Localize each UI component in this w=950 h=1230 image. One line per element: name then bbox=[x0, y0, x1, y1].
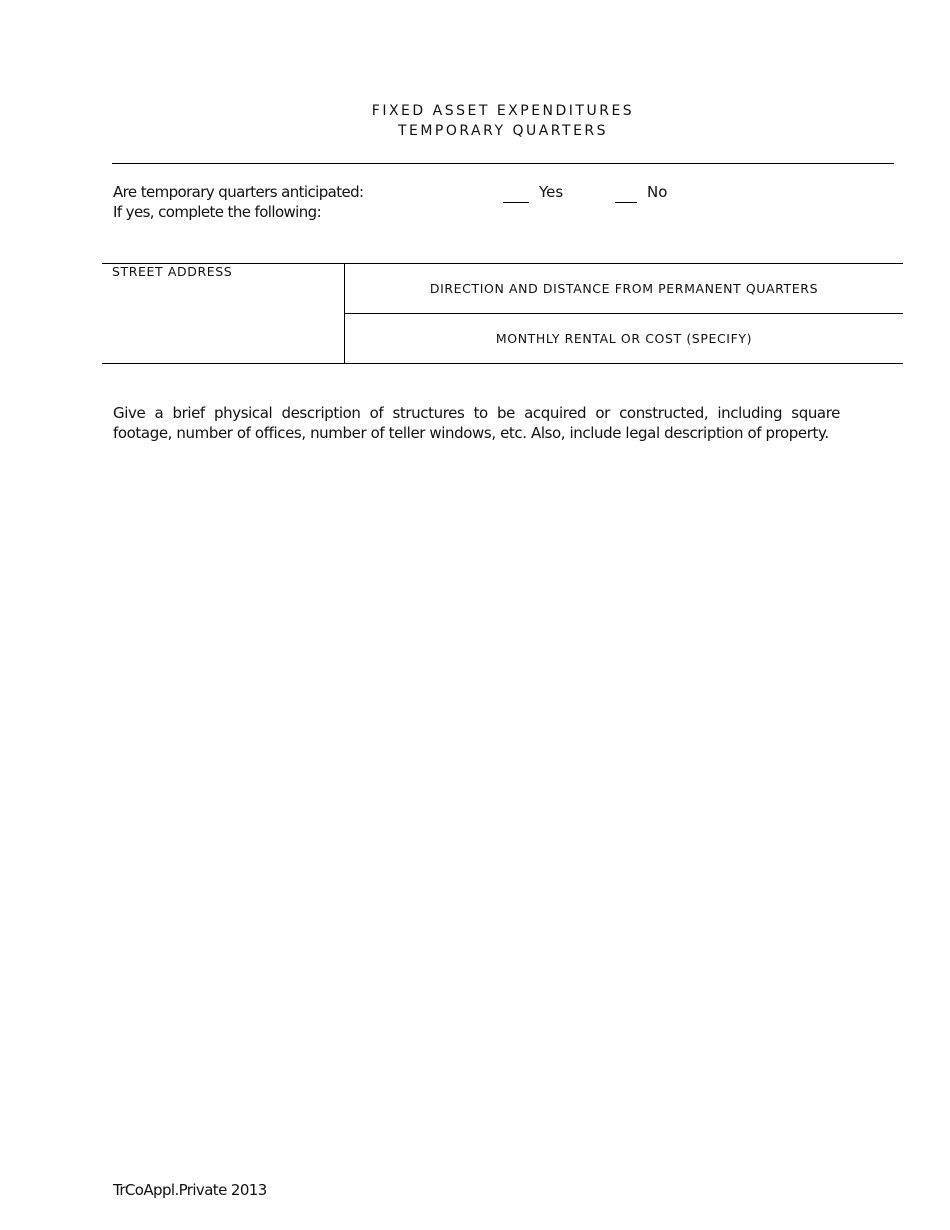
rental-field[interactable] bbox=[345, 314, 904, 364]
question-followup: If yes, complete the following: bbox=[113, 203, 322, 221]
footer-code: TrCoAppl.Private 2013 bbox=[113, 1181, 267, 1199]
rental-label: MONTHLY RENTAL OR COST (SPECIFY) bbox=[495, 331, 753, 346]
yes-label: Yes bbox=[539, 183, 564, 201]
no-blank[interactable] bbox=[615, 202, 637, 203]
description-instructions: Give a brief physical description of structures to be acquired or constructed, including square footage, number of offices, number of teller windows, etc. Also, include legal description of property. bbox=[113, 404, 840, 442]
direction-field[interactable] bbox=[345, 264, 904, 314]
direction-label: DIRECTION AND DISTANCE FROM PERMANENT QUARTERS bbox=[429, 281, 819, 296]
divider bbox=[112, 163, 894, 164]
quarters-table bbox=[102, 263, 903, 364]
form-title: FIXED ASSET EXPENDITURES bbox=[371, 103, 635, 119]
yes-blank[interactable] bbox=[503, 202, 529, 203]
street-address-field[interactable] bbox=[102, 264, 345, 364]
form-subtitle: TEMPORARY QUARTERS bbox=[397, 123, 609, 139]
question-text: Are temporary quarters anticipated: bbox=[113, 183, 364, 201]
street-address-label: STREET ADDRESS bbox=[112, 264, 233, 279]
no-label: No bbox=[647, 183, 668, 201]
